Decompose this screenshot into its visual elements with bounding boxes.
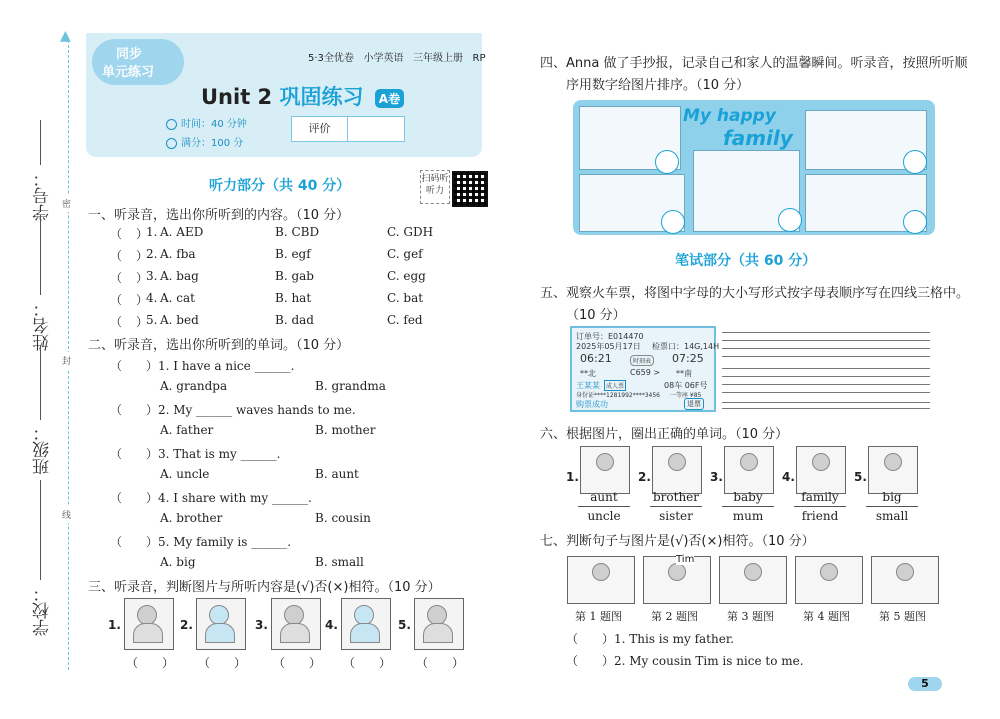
score-text: 满分：100 分 [181, 138, 244, 149]
q2-option-b-5[interactable]: B. small [315, 555, 364, 569]
class-line [40, 345, 41, 420]
ticket-to: **南 [676, 369, 692, 378]
q1-option-b-1[interactable]: B. CBD [275, 225, 320, 239]
answer-circle-1[interactable] [655, 150, 679, 174]
subject-name: 小学英语 [363, 53, 404, 64]
q7-figure-3 [744, 563, 762, 581]
q6-picture-2 [652, 446, 702, 494]
writing-line-1 [722, 332, 930, 333]
q2-heading: 二、听录音，选出你所听到的单词。（10 分） [88, 338, 350, 353]
q3-answer-blank-5[interactable]: （ ） [416, 656, 465, 670]
q7-item-2[interactable]: （ ）2. My cousin Tim is nice to me. [566, 654, 804, 668]
q7-caption-2: 第 2 题图 [651, 610, 698, 623]
q7-caption-1: 第 1 题图 [575, 610, 622, 623]
worksheet-header [86, 33, 486, 157]
q2-option-a-1[interactable]: A. grandpa [160, 379, 228, 393]
q6-word-top-4[interactable]: family [801, 490, 839, 504]
writing-line-8 [722, 392, 930, 393]
ticket-passenger: 王某某 [576, 381, 600, 390]
q1-option-c-3[interactable]: C. egg [387, 269, 426, 283]
book-info [308, 49, 486, 64]
q3-number-1: 1. [108, 618, 121, 632]
q6-figure-3 [740, 453, 758, 471]
q3-figure-head-1 [137, 605, 157, 625]
ticket-schedule: 时刻表 [630, 355, 654, 366]
q3-figure-head-5 [427, 605, 447, 625]
q2-option-a-2[interactable]: A. father [160, 423, 214, 437]
title-en: Unit 2 [201, 85, 273, 109]
q1-answer-paren-5[interactable]: （ [110, 315, 123, 329]
q1-option-c-1[interactable]: C. GDH [387, 225, 434, 239]
name-line [40, 215, 41, 295]
q1-option-b-2[interactable]: B. egf [275, 247, 311, 261]
evaluation-label: 评价 [292, 117, 348, 141]
q1-option-b-4[interactable]: B. hat [275, 291, 312, 305]
q7-figure-4 [820, 563, 838, 581]
q1-option-b-5[interactable]: B. dad [275, 313, 314, 327]
q1-number-2: 2. [146, 247, 158, 261]
q1-answer-paren-1[interactable]: （ [110, 227, 123, 241]
q1-option-a-3[interactable]: A. bag [160, 269, 199, 283]
q6-word-top-5[interactable]: big [882, 490, 902, 504]
name-label: 姓名： [33, 300, 53, 351]
q5-heading-line1: 五、观察火车票，将图中字母的大小写形式按字母表顺序写在四线三格中。 [540, 286, 970, 301]
series-name: 5·3全优卷 [308, 53, 354, 64]
q3-answer-blank-1[interactable]: （ ） [126, 656, 175, 670]
q1-answer-paren-3[interactable]: （ [110, 271, 123, 285]
seal-xian: 线 [62, 506, 71, 523]
q6-picture-1 [580, 446, 630, 494]
q2-option-b-1[interactable]: B. grandma [315, 379, 386, 393]
q2-option-a-4[interactable]: A. brother [160, 511, 223, 525]
q6-figure-2 [668, 453, 686, 471]
q3-picture-1 [124, 598, 174, 650]
time-limit [166, 115, 247, 130]
q3-answer-blank-2[interactable]: （ ） [198, 656, 247, 670]
q1-answer-paren-2[interactable]: （ [110, 249, 123, 263]
q1-option-a-1[interactable]: A. AED [160, 225, 204, 239]
page-number: 5 [908, 677, 942, 691]
q2-option-b-3[interactable]: B. aunt [315, 467, 359, 481]
q3-number-5: 5. [398, 618, 411, 632]
q7-picture-1 [567, 556, 635, 604]
q6-divider-1 [578, 506, 630, 507]
q1-answer-paren-close-1: ） [136, 227, 149, 241]
q6-figure-4 [812, 453, 830, 471]
q7-caption-5: 第 5 题图 [879, 610, 926, 623]
q6-word-bottom-3[interactable]: mum [732, 509, 764, 523]
school-line [40, 480, 41, 580]
q7-picture-4 [795, 556, 863, 604]
q6-word-bottom-5[interactable]: small [875, 509, 909, 523]
q4-heading-line1: 四、Anna 做了手抄报，记录自己和家人的温馨瞬间。听录音，按照所听顺 [540, 56, 968, 71]
page-title [201, 81, 404, 111]
q6-picture-3 [724, 446, 774, 494]
q2-option-a-3[interactable]: A. uncle [160, 467, 210, 481]
q7-picture-5 [871, 556, 939, 604]
q7-figure-5 [896, 563, 914, 581]
scan-label: 扫码听听力 [420, 170, 450, 204]
q6-number-3: 3. [710, 470, 723, 484]
q6-number-5: 5. [854, 470, 867, 484]
ticket-class: 一等座 ¥85 [670, 392, 702, 399]
q1-option-c-5[interactable]: C. fed [387, 313, 423, 327]
class-label: 班级： [33, 424, 53, 475]
seal-feng: 封 [62, 352, 71, 369]
q3-number-4: 4. [325, 618, 338, 632]
q6-heading: 六、根据图片，圈出正确的单词。（10 分） [540, 427, 789, 442]
clock-icon [166, 119, 177, 130]
q6-word-top-1[interactable]: aunt [590, 490, 618, 504]
q1-answer-paren-4[interactable]: （ [110, 293, 123, 307]
writing-line-3 [722, 348, 930, 349]
q1-heading: 一、听录音，选出你所听到的内容。（10 分） [88, 208, 350, 223]
q1-option-c-2[interactable]: C. gef [387, 247, 423, 261]
q5-heading-line2: （10 分） [566, 308, 626, 323]
q1-option-a-2[interactable]: A. fba [160, 247, 196, 261]
q6-number-1: 1. [566, 470, 579, 484]
q4-heading-line2: 序用数字给图片排序。（10 分） [566, 78, 750, 93]
ticket-order: 订单号：E014470 [576, 332, 644, 341]
q1-answer-paren-close-5: ） [136, 315, 149, 329]
q7-heading: 七、判断句子与图片是(√)否(×)相符。（10 分） [540, 534, 815, 549]
writing-title: 笔试部分（共 60 分） [675, 253, 817, 269]
tim-label: Tim [676, 554, 695, 565]
q6-divider-2 [650, 506, 702, 507]
q1-answer-paren-close-4: ） [136, 293, 149, 307]
q7-figure-2 [668, 563, 686, 581]
q6-word-top-2[interactable]: brother [652, 490, 700, 504]
q7-picture-3 [719, 556, 787, 604]
edition-name: RP [472, 53, 486, 64]
answer-circle-5[interactable] [903, 210, 927, 234]
q1-option-b-3[interactable]: B. gab [275, 269, 314, 283]
q1-option-c-4[interactable]: C. bat [387, 291, 424, 305]
q2-option-b-2[interactable]: B. mother [315, 423, 376, 437]
title-cn: 巩固练习 [279, 85, 364, 109]
q6-figure-5 [884, 453, 902, 471]
q1-answer-paren-close-2: ） [136, 249, 149, 263]
full-score [166, 134, 243, 149]
q3-figure-body-1 [133, 623, 163, 643]
q3-picture-2 [196, 598, 246, 650]
writing-line-6 [722, 376, 930, 377]
q3-figure-body-4 [350, 623, 380, 643]
ticket-status: 购票成功 [576, 400, 608, 409]
title-badge: A卷 [375, 89, 404, 108]
q7-caption-4: 第 4 题图 [803, 610, 850, 623]
q3-figure-body-3 [280, 623, 310, 643]
grade-name: 三年级上册 [413, 53, 463, 64]
q2-option-a-5[interactable]: A. big [160, 555, 196, 569]
answer-circle-2[interactable] [778, 208, 802, 232]
writing-line-7 [722, 384, 930, 385]
writing-line-10 [722, 408, 930, 409]
ticket-train: C659 > [630, 368, 661, 377]
ticket-id: 身份证****1281992****3456 [576, 392, 660, 399]
q2-stem-5[interactable]: （ ）5. My family is ______. [110, 535, 292, 549]
q1-number-4: 4. [146, 291, 158, 305]
student-no-line [40, 120, 41, 165]
school-label: 学校： [33, 585, 53, 636]
q6-word-bottom-1[interactable]: uncle [587, 509, 621, 523]
q3-figure-head-2 [209, 605, 229, 625]
answer-circle-4[interactable] [661, 210, 685, 234]
q2-stem-1[interactable]: （ ）1. I have a nice ______. [110, 359, 295, 373]
q3-figure-body-5 [423, 623, 453, 643]
q3-figure-head-4 [354, 605, 374, 625]
q1-option-a-4[interactable]: A. cat [160, 291, 195, 305]
q3-figure-body-2 [205, 623, 235, 643]
q2-stem-2[interactable]: （ ）2. My ______ waves hands to me. [110, 403, 356, 417]
train-ticket [570, 326, 720, 412]
listening-title: 听力部分（共 40 分） [209, 178, 351, 194]
q3-number-2: 2. [180, 618, 193, 632]
writing-line-9 [722, 402, 930, 403]
ticket-type: 成人票 [604, 380, 626, 391]
q6-word-top-3[interactable]: baby [733, 490, 763, 504]
q1-option-a-5[interactable]: A. bed [160, 313, 199, 327]
q3-figure-head-3 [284, 605, 304, 625]
q6-figure-1 [596, 453, 614, 471]
ticket-seat: 08车 06F号 [664, 381, 708, 390]
logo [92, 39, 184, 85]
q6-number-2: 2. [638, 470, 651, 484]
family-poster [573, 100, 935, 235]
answer-circle-3[interactable] [903, 150, 927, 174]
q3-picture-5 [414, 598, 464, 650]
q6-picture-4 [796, 446, 846, 494]
q7-item-1[interactable]: （ ）1. This is my father. [566, 632, 735, 646]
q3-picture-4 [341, 598, 391, 650]
binding-margin [0, 0, 80, 719]
writing-line-5 [722, 368, 930, 369]
q3-answer-blank-3[interactable]: （ ） [273, 656, 322, 670]
ticket-dep-time: 06:21 [580, 352, 612, 365]
logo-line2: 单元练习 [102, 65, 155, 80]
q1-number-3: 3. [146, 269, 158, 283]
q6-number-4: 4. [782, 470, 795, 484]
q6-divider-3 [722, 506, 774, 507]
q3-heading: 三、听录音，判断图片与所听内容是(√)否(×)相符。（10 分） [88, 580, 441, 595]
q7-figure-1 [592, 563, 610, 581]
q1-answer-paren-close-3: ） [136, 271, 149, 285]
q6-picture-5 [868, 446, 918, 494]
poster-title-2: family [723, 126, 793, 150]
q6-word-bottom-4[interactable]: friend [801, 509, 839, 523]
q3-number-3: 3. [255, 618, 268, 632]
evaluation-box[interactable] [291, 116, 405, 142]
seal-mi: 密 [62, 195, 71, 212]
writing-line-2 [722, 340, 930, 341]
q6-word-bottom-2[interactable]: sister [659, 509, 693, 523]
q7-caption-3: 第 3 题图 [727, 610, 774, 623]
time-text: 时间：40 分钟 [181, 119, 247, 130]
q3-answer-blank-4[interactable]: （ ） [343, 656, 392, 670]
ticket-arr-time: 07:25 [672, 352, 704, 365]
q2-option-b-4[interactable]: B. cousin [315, 511, 371, 525]
q2-stem-4[interactable]: （ ）4. I share with my ______. [110, 491, 312, 505]
q3-picture-3 [271, 598, 321, 650]
rocket-icon: ▲ [60, 28, 71, 44]
q6-divider-5 [866, 506, 918, 507]
poster-title-1: My happy [683, 106, 776, 126]
q6-divider-4 [794, 506, 846, 507]
logo-line1: 同步 [116, 47, 143, 62]
q2-stem-3[interactable]: （ ）3. That is my ______. [110, 447, 281, 461]
ticket-from: **北 [580, 369, 596, 378]
q1-number-1: 1. [146, 225, 158, 239]
qr-code[interactable] [452, 171, 488, 207]
ticket-date: 2025年05月17日 [576, 342, 641, 351]
q1-number-5: 5. [146, 313, 158, 327]
ticket-gate: 检票口：14G,14H [652, 342, 720, 351]
ticket-refund: 退票 [684, 398, 704, 410]
writing-line-4 [722, 356, 930, 357]
student-no-label: 学号： [33, 170, 53, 221]
check-icon [166, 138, 177, 149]
